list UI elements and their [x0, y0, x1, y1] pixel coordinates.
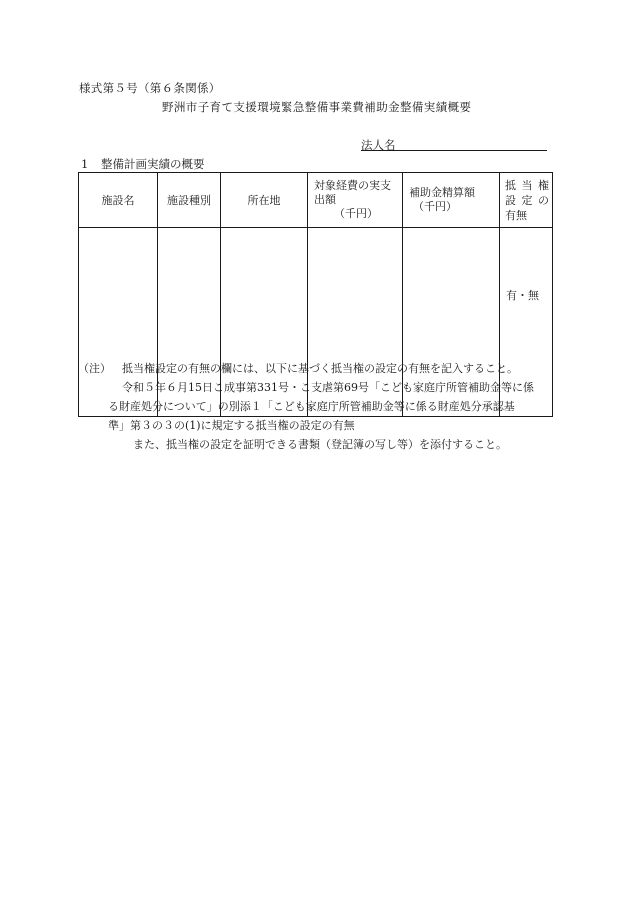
header-subsidy-unit: （千円） [413, 200, 457, 213]
header-expense-unit: （千円） [334, 207, 378, 220]
form-number: 様式第５号（第６条関係） [79, 81, 221, 95]
header-mortgage-line3: 有無 [505, 208, 527, 222]
header-expense-line1: 対象経費の実支 [314, 179, 391, 192]
header-mortgage-line1: 抵 当 権 [505, 178, 550, 192]
note-line-4: 準」第３の３の(1)に規定する抵当権の設定の有無 [108, 419, 355, 432]
note-line-5: また、抵当権の設定を証明できる書類（登記簿の写し等）を添付すること。 [133, 438, 507, 451]
header-expense [308, 173, 403, 228]
section-number: 1 [81, 157, 89, 171]
note-line-1 [78, 359, 558, 378]
notes-block [78, 359, 558, 454]
header-subsidy [403, 173, 500, 228]
header-location: 所在地 [221, 173, 308, 228]
note-line-3: る財産処分について」の別添１「こども家庭庁所管補助金等に係る財産処分承認基 [108, 400, 515, 413]
note-text-1: 抵当権設定の有無の欄には、以下に基づく抵当権の設定の有無を記入すること。 [122, 362, 518, 375]
corporation-name-field[interactable] [361, 138, 547, 151]
section-title: 整備計画実績の概要 [101, 157, 205, 171]
section-heading [81, 156, 205, 172]
note-line-2: 令和５年６月15日こ成事第331号・こ支虐第69号「こども家庭庁所管補助金等に係 [122, 381, 534, 394]
header-mortgage-line2: 設 定 の [505, 193, 550, 207]
note-label: （注） [78, 362, 111, 375]
table-header-row [79, 173, 553, 228]
header-mortgage [500, 173, 553, 228]
corporation-label: 法人名 [361, 138, 396, 152]
cell-mortgage-choice[interactable]: 有・無 [500, 228, 553, 417]
header-subsidy-line1: 補助金精算額 [409, 186, 475, 199]
header-facility-name: 施設名 [79, 173, 158, 228]
document-title: 野洲市子育て支援環境緊急整備事業費補助金整備実績概要 [162, 100, 472, 114]
header-expense-line2: 出額 [314, 193, 336, 206]
header-facility-type: 施設種別 [158, 173, 221, 228]
